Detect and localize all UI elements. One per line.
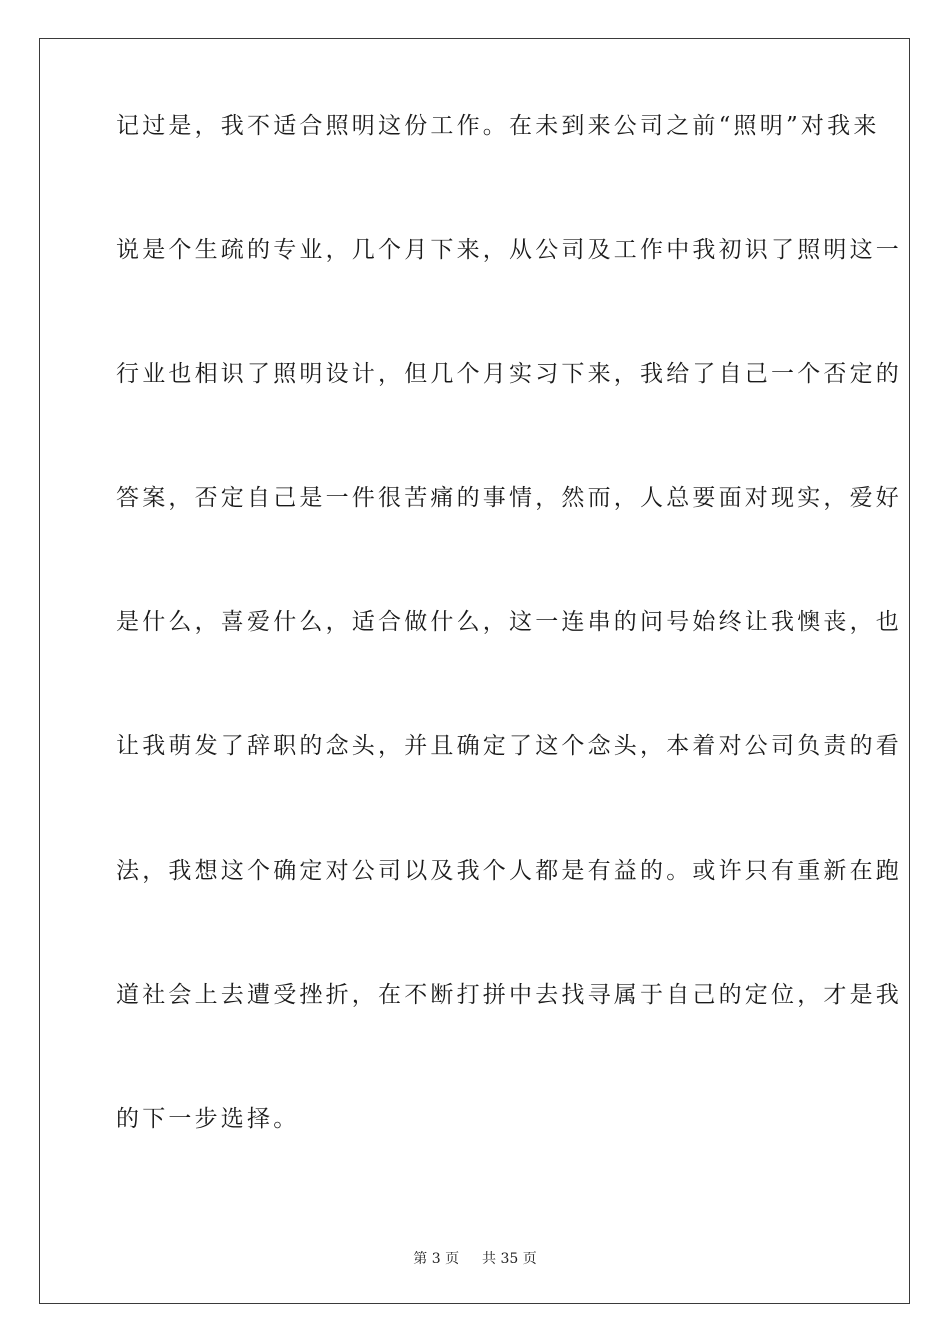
text-line: 答案，否定自己是一件很苦痛的事情，然而，人总要面对现实，爱好 xyxy=(116,485,902,512)
text-line: 让我萌发了辞职的念头，并且确定了这个念头，本着对公司负责的看 xyxy=(116,733,902,760)
text-line: 法，我想这个确定对公司以及我个人都是有益的。或许只有重新在跑 xyxy=(116,857,902,884)
page-total: 共 35 页 xyxy=(482,1251,537,1267)
document-body xyxy=(116,113,902,1243)
page-number: 第 3 页 xyxy=(413,1251,460,1267)
text-line: 道社会上去遭受挫折，在不断打拼中去找寻属于自己的定位，才是我 xyxy=(116,981,902,1008)
text-line: 说是个生疏的专业，几个月下来，从公司及工作中我初识了照明这一 xyxy=(116,237,902,264)
text-line: 记过是，我不适合照明这份工作。在未到来公司之前“照明”对我来 xyxy=(116,113,880,139)
text-line: 是什么，喜爱什么，适合做什么，这一连串的问号始终让我懊丧，也 xyxy=(116,609,902,636)
text-line: 行业也相识了照明设计，但几个月实习下来，我给了自己一个否定的 xyxy=(116,361,902,388)
text-line: 的下一步选择。 xyxy=(116,1105,300,1132)
page-footer xyxy=(0,1248,950,1268)
